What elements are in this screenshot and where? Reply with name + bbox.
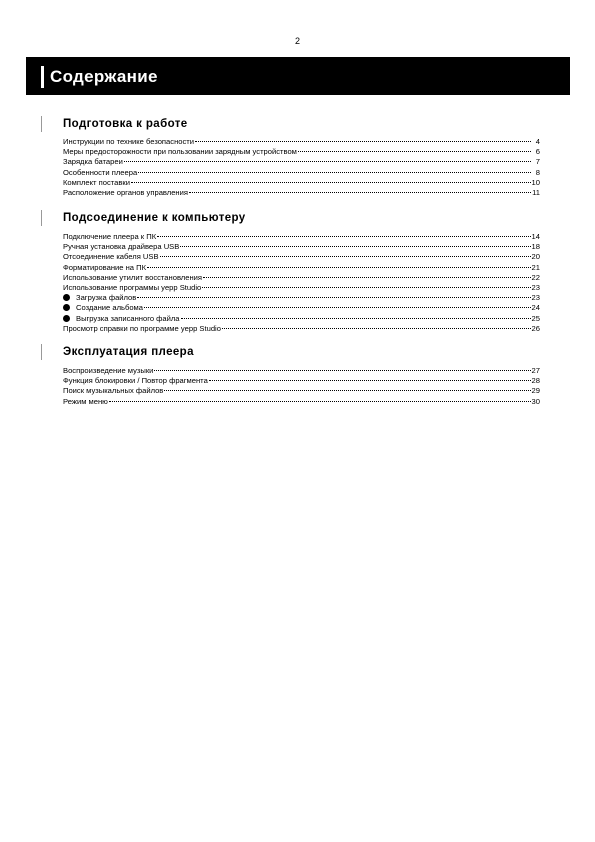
toc-entry-page-number: 20 xyxy=(531,252,540,262)
toc-entry[interactable] xyxy=(63,303,540,313)
dot-leader xyxy=(138,172,531,173)
dot-leader xyxy=(137,297,530,298)
dot-leader xyxy=(181,318,531,319)
section-marker xyxy=(41,116,42,132)
section-header xyxy=(41,116,541,134)
toc-entry[interactable] xyxy=(63,273,540,283)
toc-entry-label: Функция блокировки / Повтор фрагмента xyxy=(63,376,208,386)
toc-entry-page-number: 21 xyxy=(531,262,540,272)
toc-entry-label: Использование программы yepp Studio xyxy=(63,282,202,292)
toc-entry[interactable] xyxy=(63,252,540,262)
title-bar xyxy=(26,57,570,95)
toc-entry-label: Поиск музыкальных файлов xyxy=(63,386,164,396)
toc-entry[interactable] xyxy=(63,232,540,242)
section-header xyxy=(41,344,541,362)
dot-leader xyxy=(131,182,531,183)
toc-entry-label: Расположение органов управления xyxy=(63,187,188,197)
toc-entry-page-number: 18 xyxy=(531,242,540,252)
toc-entry-page-number: 10 xyxy=(531,177,540,187)
toc-entry-label: Воспроизведение музыки xyxy=(63,366,154,375)
toc-section-preparation xyxy=(41,116,541,198)
toc-entry-page-number: 4 xyxy=(535,137,540,146)
toc-entry[interactable] xyxy=(63,314,540,324)
toc-entry-page-number: 27 xyxy=(531,366,540,375)
toc-entry-label: Использование утилит восстановления xyxy=(63,272,203,282)
dot-leader xyxy=(164,390,530,391)
dot-leader xyxy=(109,401,531,402)
toc-entry-label: Отсоединение кабеля USB xyxy=(63,252,159,262)
toc-entry-label: Ручная установка драйвера USB xyxy=(63,242,180,252)
dot-leader xyxy=(160,256,531,257)
dot-leader xyxy=(209,380,531,381)
toc-entry[interactable] xyxy=(63,324,540,334)
dot-leader xyxy=(202,287,530,288)
toc-entry-page-number: 30 xyxy=(531,396,540,406)
toc-entry-label: Подключение плеера к ПК xyxy=(63,232,157,241)
toc-entry-label: Выгрузка записанного файла xyxy=(76,313,180,323)
section-title: Эксплуатация плеера xyxy=(63,346,194,358)
toc-entry[interactable] xyxy=(63,293,540,303)
dot-leader xyxy=(154,370,530,371)
title-accent-bar xyxy=(41,66,44,88)
toc-entry-label: Зарядка батареи xyxy=(63,157,123,167)
toc-entry-label: Форматирование на ПК xyxy=(63,262,147,272)
toc-entry-label: Загрузка файлов xyxy=(76,293,137,303)
toc-entry[interactable] xyxy=(63,397,540,407)
toc-entry-page-number: 25 xyxy=(531,313,540,323)
section-marker xyxy=(41,210,42,226)
toc-entry-page-number: 22 xyxy=(531,272,540,282)
section-header xyxy=(41,210,541,228)
toc-entry-page-number: 11 xyxy=(532,187,540,197)
dot-leader xyxy=(189,192,531,193)
toc-entry[interactable] xyxy=(63,147,540,157)
dot-leader xyxy=(222,328,531,329)
toc-entry[interactable] xyxy=(63,376,540,386)
dot-leader xyxy=(157,236,530,237)
bullet-icon xyxy=(63,294,70,301)
toc-entry-label: Создание альбома xyxy=(76,303,143,313)
section-title: Подсоединение к компьютеру xyxy=(63,212,246,224)
toc-entry-page-number: 28 xyxy=(531,376,540,386)
bullet-icon xyxy=(63,315,70,322)
toc-entry[interactable] xyxy=(63,386,540,396)
toc-entry-page-number: 26 xyxy=(531,323,540,333)
toc-entry-page-number: 24 xyxy=(531,303,540,313)
toc-entry[interactable] xyxy=(63,157,540,167)
toc-list xyxy=(63,366,540,407)
dot-leader xyxy=(180,246,530,247)
dot-leader xyxy=(124,161,531,162)
dot-leader xyxy=(195,141,531,142)
dot-leader xyxy=(203,277,531,278)
toc-entry-label: Комплект поставки xyxy=(63,177,130,187)
toc-entry-label: Инструкции по технике безопасности xyxy=(63,137,194,146)
toc-entry-label: Режим меню xyxy=(63,396,108,406)
toc-list xyxy=(63,232,540,334)
toc-entry[interactable] xyxy=(63,283,540,293)
toc-entry-page-number: 6 xyxy=(535,147,540,157)
toc-list xyxy=(63,137,540,198)
toc-entry[interactable] xyxy=(63,188,540,198)
toc-entry[interactable] xyxy=(63,263,540,273)
toc-section-computer-connection xyxy=(41,210,541,334)
toc-entry[interactable] xyxy=(63,242,540,252)
toc-entry-label: Особенности плеера xyxy=(63,167,138,177)
toc-entry[interactable] xyxy=(63,137,540,147)
toc-entry-page-number: 14 xyxy=(531,232,540,241)
toc-entry-label: Меры предосторожности при пользовании зарядным устройством xyxy=(63,147,297,157)
toc-entry-label: Просмотр справки по программе yepp Studio xyxy=(63,323,221,333)
section-marker xyxy=(41,344,42,360)
section-title: Подготовка к работе xyxy=(63,118,188,130)
dot-leader xyxy=(147,267,531,268)
toc-section-player-operation xyxy=(41,344,541,407)
page-title: Содержание xyxy=(50,67,158,86)
toc-entry[interactable] xyxy=(63,178,540,188)
toc-entry-page-number: 23 xyxy=(531,282,540,292)
toc-entry-page-number: 8 xyxy=(535,167,540,177)
page-number: 2 xyxy=(294,36,300,46)
toc-entry-page-number: 23 xyxy=(531,293,540,303)
dot-leader xyxy=(144,307,531,308)
toc-entry[interactable] xyxy=(63,366,540,376)
bullet-icon xyxy=(63,304,70,311)
toc-entry-page-number: 7 xyxy=(535,157,540,167)
dot-leader xyxy=(298,151,531,152)
toc-entry-page-number: 29 xyxy=(531,386,540,396)
toc-entry[interactable] xyxy=(63,168,540,178)
